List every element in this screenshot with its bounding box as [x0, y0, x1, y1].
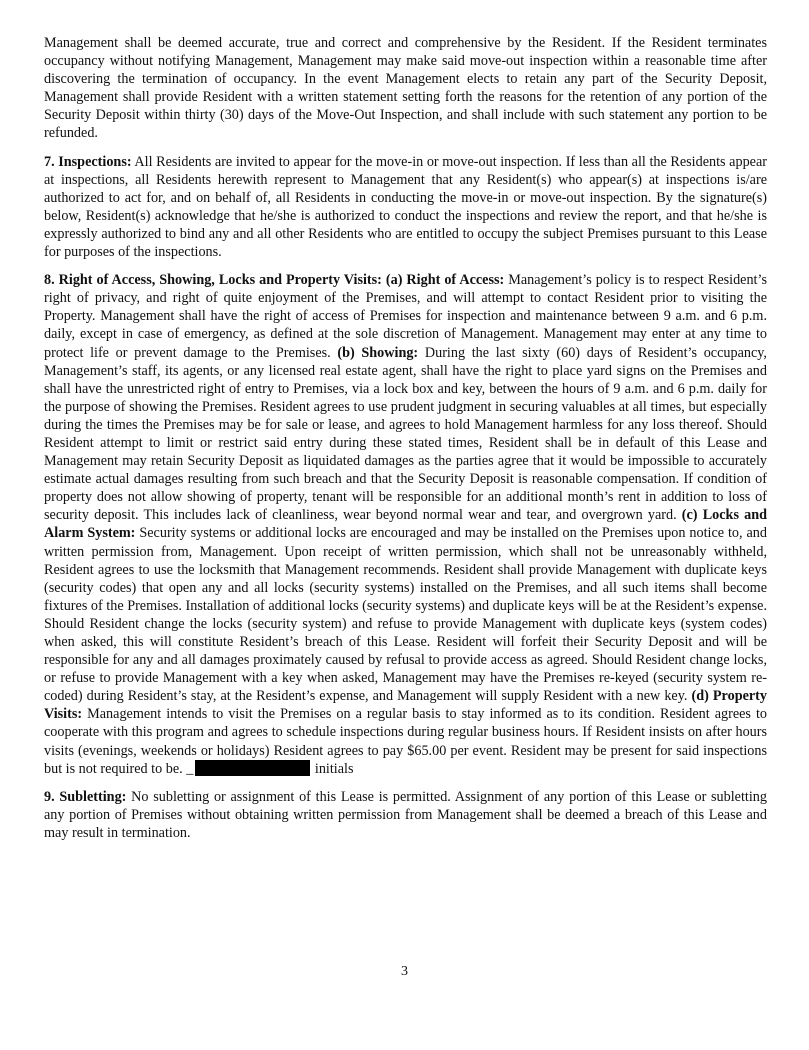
- section-8-access: [44, 271, 767, 778]
- section-9-heading: 9. Subletting:: [44, 788, 127, 805]
- section-7-heading: 7. Inspections:: [44, 153, 132, 170]
- section-8-heading: 8. Right of Access, Showing, Locks and Property Visits:: [44, 272, 382, 289]
- section-7-body: All Residents are invited to appear for the move-in or move-out inspection. If less than all the Residents appear at inspections, all Residents herewith represent to Management that any Resident(s) who appear(s) at inspections is/are authorized to act for, and on behalf of, all Residents in conducting the move-in or move-out inspection. By the signature(s) below, Resident(s) acknowledge that he/she is authorized to conduct the inspections and review the report, and that he/she is expressly authorized to bind any and all other Residents who are entitled to occupy the subject Premises pursuant to this Lease for purposes of the inspections.: [44, 153, 767, 261]
- redacted-initials-box: [195, 760, 310, 776]
- section-9-body: No subletting or assignment of this Lease is permitted. Assignment of any portion of this Lease or subletting any portion of Premises without obtaining written permission from Management shall be deemed a breach of this Lease and may result in termination.: [44, 788, 767, 841]
- section-8d-body: Management intends to visit the Premises on a regular basis to stay informed as to its condition. Resident agrees to cooperate with this program and agrees to schedule inspections during regular business hours. If Resident insists on after hours visits (evenings, weekends or holidays) Resident agrees to pay $65.00 per event. Resident may be present for said inspections but is not required to be. _: [44, 706, 767, 777]
- section-8b-heading: (b) Showing:: [330, 344, 419, 361]
- initials-label: initials: [311, 760, 354, 777]
- intro-paragraph: Management shall be deemed accurate, true and correct and comprehensive by the Resident. If the Resident terminates occupancy without notifying Management, Management may make said move-out inspection within a reasonable time after discovering the termination of occupancy. In the event Management elects to retain any part of the Security Deposit, Management shall provide Resident with a written statement setting forth the reasons for the retention of any portion of the Security Deposit within thirty (30) days of the Move-Out Inspection, and shall include with such statement any portion to be refunded.: [44, 35, 767, 142]
- section-8a-body: Management’s policy is to respect Resident’s right of privacy, and right of quite enjoyment of the Premises, and will attempt to contact Resident prior to visiting the Property. Management shall have the right of access of Premises for inspection and maintenance between 9 a.m. and 6 p.m. daily, except in case of emergency, as defined at the sole discretion of Management. Management may enter at any time to protect life or prevent damage to the Premises.: [44, 272, 767, 361]
- section-8a-heading: (a) Right of Access:: [381, 272, 505, 289]
- section-8c-body: Security systems or additional locks are encouraged and may be installed on the Premises upon notice to, and written permission from, Management. Upon receipt of written permission, which shall not be unreasonably withheld, Resident agrees to use the locksmith that Management recommends. Resident shall provide Management with duplicate keys (security codes) that open any and all locks (security systems) installed on the Premises, and all such items shall become fixtures of the Premises. Installation of additional locks (security systems) and duplicate keys will be at the Resident’s expense. Should Resident change the locks (security system) and refuse to provide Management with duplicate keys (system codes) when asked, this will constitute Resident’s breach of this Lease. Resident will forfeit their Security Deposit and will be responsible for any and all damages proximately caused by refusal to provide access as agreed. Should Resident change locks, or refuse to provide Management with a key when asked, Management may have the Premises re-keyed (security system re-coded) during Resident’s stay, at the Resident’s expense, and Management will supply Resident with a new key.: [44, 525, 767, 705]
- section-9-subletting: [44, 788, 767, 842]
- page-number: 3: [401, 964, 408, 979]
- section-8b-body: During the last sixty (60) days of Resident’s occupancy, Management’s staff, its agents, or any licensed real estate agent, shall have the right to place yard signs on the Premises and shall have the unrestricted right of entry to Premises, via a lock box and key, between the hours of 9 a.m. and 6 p.m. daily for the purpose of showing the Premises. Resident agrees to use prudent judgment in securing valuables at all times, but especially during the times the Premises may be for sale or lease, and agrees to hold Management harmless for any loss thereof. Should Resident attempt to limit or restrict said entry during these stated times, Resident shall be in default of this Lease and Management may retain Security Deposit as liquidated damages as the parties agree that it would be impossible to accurately estimate actual damages resulting from such breach and that the Security Deposit is reasonable compensation. If condition of property does not allow showing of property, tenant will be responsible for an additional month’s rent in addition to loss of security deposit. This includes lack of cleanliness, wear beyond normal wear and tear, and overgrown yard.: [44, 344, 767, 524]
- section-8c-heading: (c) Locks and Alarm System:: [44, 507, 767, 542]
- section-7-inspections: [44, 153, 767, 262]
- section-8d-heading: (d) Property Visits:: [44, 688, 767, 723]
